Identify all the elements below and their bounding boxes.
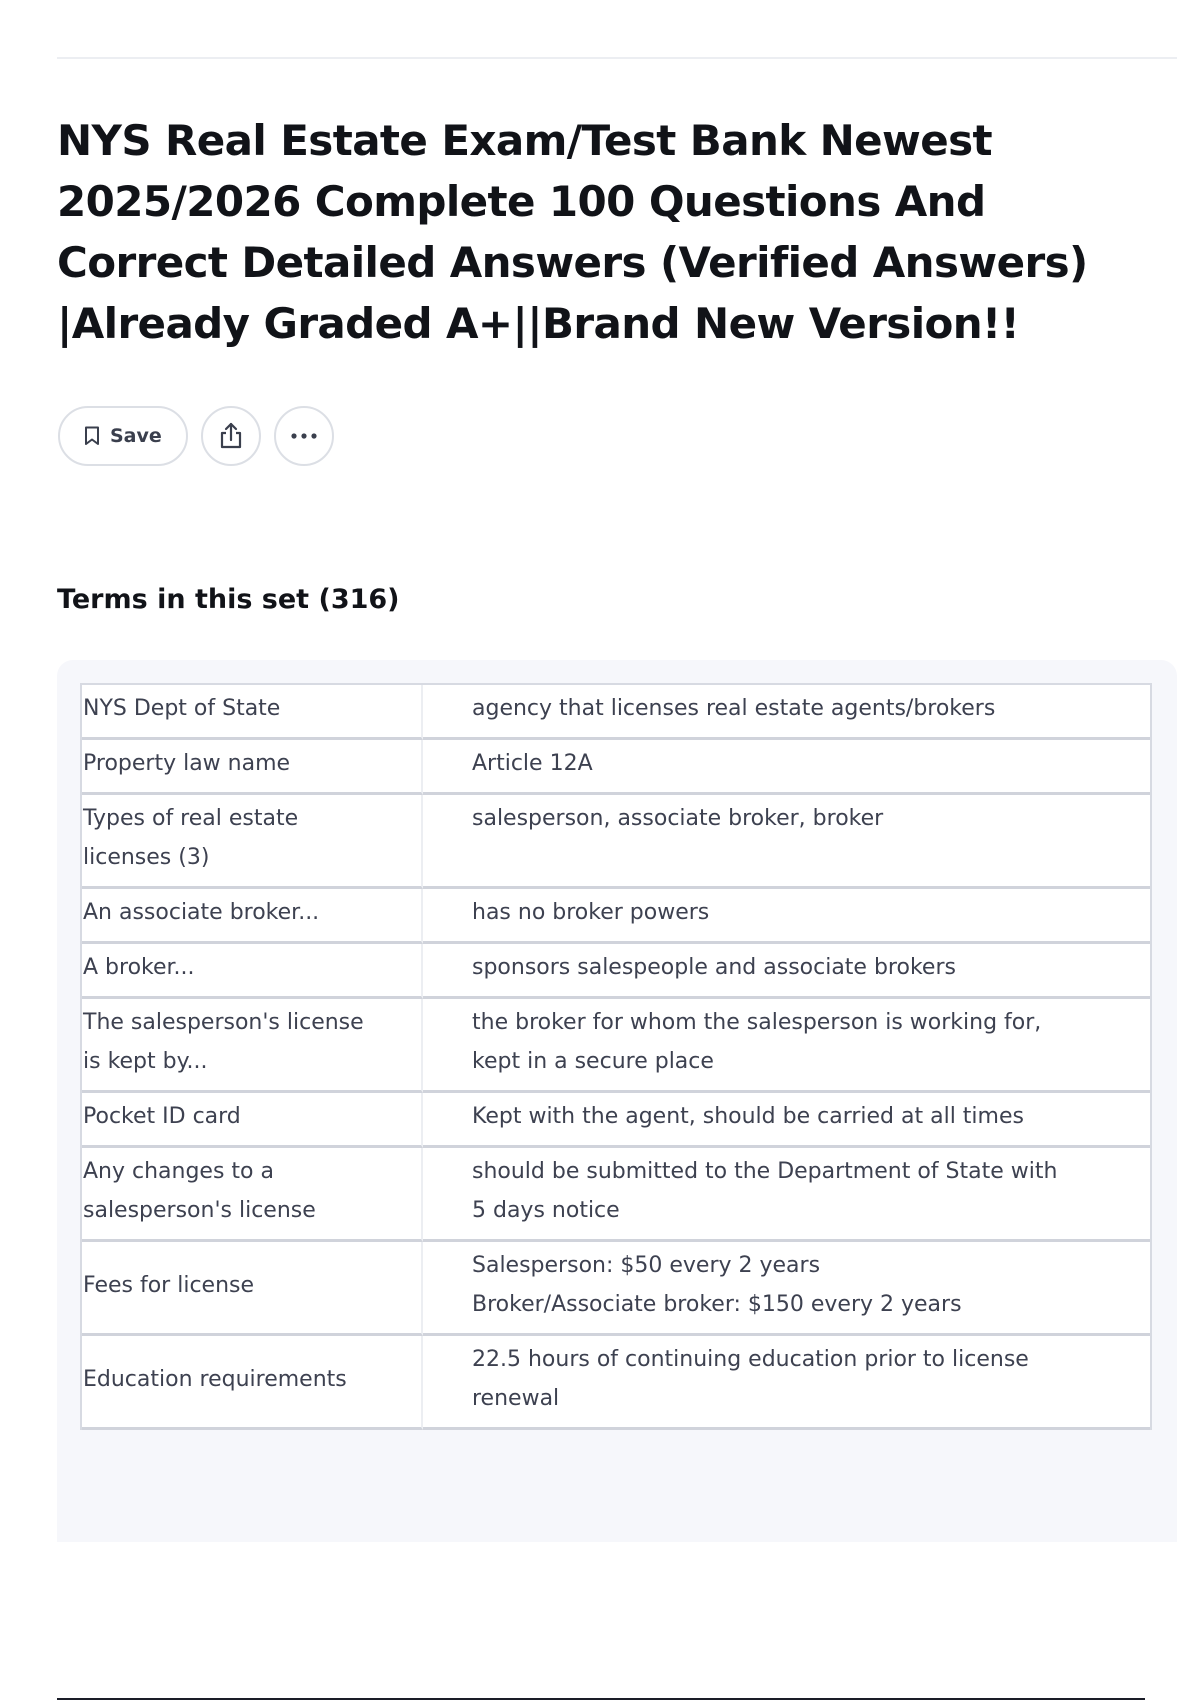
definition-cell xyxy=(423,944,1150,999)
definition-cell xyxy=(423,685,1150,740)
share-button[interactable] xyxy=(201,406,261,466)
term-text: salesperson's license xyxy=(83,1198,316,1223)
table-row xyxy=(82,889,1150,944)
definition-text: agency that licenses real estate agents/brokers xyxy=(472,696,996,721)
table-row xyxy=(82,795,1150,889)
more-options-button[interactable] xyxy=(274,406,334,466)
term-text: is kept by... xyxy=(83,1049,208,1074)
term-text: Property law name xyxy=(83,751,291,776)
table-row xyxy=(82,1336,1150,1430)
action-bar xyxy=(58,406,334,466)
page-title: NYS Real Estate Exam/Test Bank Newest 2025/2026 Complete 100 Questions And Correct Detailed Answers (Verified Answers) |Already Graded A+||Brand New Version!! xyxy=(57,116,1088,348)
definition-cell xyxy=(423,1093,1150,1148)
table-row xyxy=(82,1148,1150,1242)
term-cell xyxy=(82,795,423,889)
term-cell xyxy=(82,999,423,1093)
definition-text: has no broker powers xyxy=(472,900,710,925)
term-cell xyxy=(82,1093,423,1148)
term-text: Any changes to a xyxy=(83,1159,274,1184)
share-icon xyxy=(218,422,244,450)
table-row xyxy=(82,999,1150,1093)
term-cell xyxy=(82,944,423,999)
definition-text: Kept with the agent, should be carried at all times xyxy=(472,1104,1024,1129)
table-row xyxy=(82,685,1150,740)
term-text: Pocket ID card xyxy=(83,1104,241,1129)
term-cell xyxy=(82,1336,423,1430)
definition-cell xyxy=(423,889,1150,944)
term-cell xyxy=(82,1242,423,1336)
table-row xyxy=(82,1093,1150,1148)
definition-cell xyxy=(423,999,1150,1093)
term-cell xyxy=(82,889,423,944)
definition-cell xyxy=(423,795,1150,889)
definition-text: salesperson, associate broker, broker xyxy=(472,806,884,831)
definition-text: renewal xyxy=(472,1386,560,1411)
term-text: An associate broker... xyxy=(83,900,320,925)
definition-text: Article 12A xyxy=(472,751,593,776)
term-text: Types of real estate xyxy=(83,806,299,831)
definition-text: kept in a secure place xyxy=(472,1049,714,1074)
more-horizontal-icon xyxy=(290,433,318,439)
definition-cell xyxy=(423,1336,1150,1430)
definition-text: 5 days notice xyxy=(472,1198,620,1223)
term-cell xyxy=(82,740,423,795)
term-cell xyxy=(82,685,423,740)
definition-text: should be submitted to the Department of State with xyxy=(472,1159,1058,1184)
table-row xyxy=(82,1242,1150,1336)
term-text: NYS Dept of State xyxy=(83,696,281,721)
save-button-label: Save xyxy=(110,425,162,447)
definition-cell xyxy=(423,1242,1150,1336)
save-button[interactable] xyxy=(58,406,188,466)
top-divider xyxy=(57,57,1177,59)
term-cell xyxy=(82,1148,423,1242)
definition-cell xyxy=(423,740,1150,795)
term-text: Fees for license xyxy=(83,1272,255,1298)
definition-text: 22.5 hours of continuing education prior to license xyxy=(472,1347,1029,1372)
term-text: A broker... xyxy=(83,955,195,980)
definition-text: the broker for whom the salesperson is working for, xyxy=(472,1010,1042,1035)
term-text: The salesperson's license xyxy=(83,1010,364,1035)
table-row xyxy=(82,740,1150,795)
term-text: Education requirements xyxy=(83,1366,347,1392)
definition-text: sponsors salespeople and associate brokers xyxy=(472,955,956,980)
terms-heading: Terms in this set (316) xyxy=(57,584,400,615)
definition-text: Salesperson: $50 every 2 years xyxy=(472,1253,821,1278)
bookmark-icon xyxy=(84,426,100,446)
table-row xyxy=(82,944,1150,999)
definition-text: Broker/Associate broker: $150 every 2 years xyxy=(472,1292,962,1317)
definition-cell xyxy=(423,1148,1150,1242)
term-text: licenses (3) xyxy=(83,845,210,870)
terms-table xyxy=(80,683,1152,1430)
